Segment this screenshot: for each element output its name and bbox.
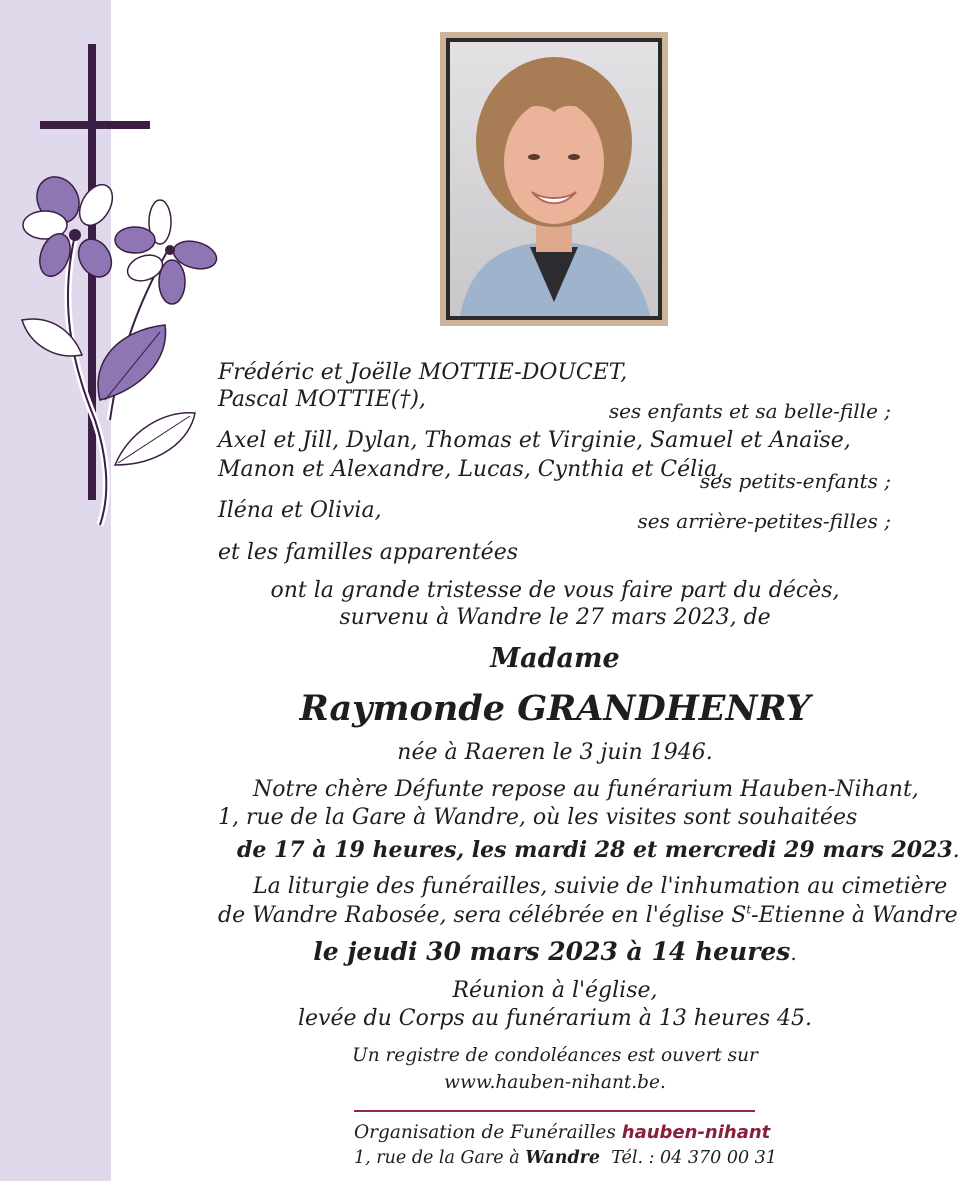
cross-horizontal-bar (40, 121, 150, 129)
portrait-photo (450, 42, 658, 316)
relation-children: ses enfants et sa belle-fille ; (608, 399, 891, 423)
family-line-5: Iléna et Olivia, (218, 498, 382, 523)
funeral-line-2-before: de Wandre Rabosée, sera célébrée en l'église S (218, 903, 747, 928)
relation-great-grandchildren: ses arrière-petites-filles ; (637, 509, 891, 533)
funeral-date (200, 936, 910, 969)
visit-times-text: de 17 à 19 heures, les mardi 28 et mercredi 29 mars 2023 (237, 837, 953, 863)
flower-right (115, 200, 220, 304)
visit-line-1: Notre chère Défunte repose au funérarium Hauben-Nihant, (253, 777, 919, 802)
portrait-frame (440, 32, 668, 326)
funeral-line-2-after: -Etienne à Wandre (751, 903, 958, 928)
funeral-line-1: La liturgie des funérailles, suivie de l'inhumation au cimetière (253, 874, 948, 899)
family-line-1: Frédéric et Joëlle MOTTIE-DOUCET, (218, 360, 628, 385)
funeral-date-text: le jeudi 30 mars 2023 à 14 heures (313, 937, 791, 966)
relation-grandchildren: ses petits-enfants ; (699, 469, 891, 493)
condolences-website[interactable]: www.hauben-nihant.be. (444, 1072, 666, 1093)
visit-line-2: 1, rue de la Gare à Wandre, où les visites sont souhaitées (218, 805, 858, 830)
footer-phone: Tél. : 04 370 00 31 (611, 1148, 777, 1168)
funeral-line-2 (218, 902, 958, 930)
footer-divider (354, 1110, 755, 1112)
footer-address-prefix: 1, rue de la Gare à (354, 1148, 520, 1168)
family-line-2: Pascal MOTTIE(†), (218, 387, 426, 412)
funeral-line-2-sup: t (746, 902, 752, 917)
family-line-6: et les familles apparentées (218, 540, 518, 565)
family-line-3: Axel et Jill, Dylan, Thomas et Virginie, Samuel et Anaïse, (218, 428, 851, 453)
meeting-line-1: Réunion à l'église, (452, 978, 658, 1003)
condolences-line-1: Un registre de condoléances est ouvert sur (352, 1045, 758, 1066)
footer-address (354, 1144, 777, 1172)
footer-org-label: Organisation de Funérailles (354, 1122, 616, 1143)
visit-times (237, 836, 960, 865)
announcement-line-2: survenu à Wandre le 27 mars 2023, de (339, 605, 771, 630)
deceased-name: Raymonde GRANDHENRY (299, 688, 811, 729)
funeral-date-end: . (790, 941, 797, 965)
family-line-4: Manon et Alexandre, Lucas, Cynthia et Célia, (218, 457, 725, 482)
brand-logo: hauben-nihant (621, 1122, 771, 1143)
meeting-line-2: levée du Corps au funérarium à 13 heures 45. (298, 1006, 812, 1031)
footer-city: Wandre (525, 1148, 601, 1168)
birth-info: née à Raeren le 3 juin 1946. (397, 740, 713, 765)
cross-and-flowers-decoration (0, 30, 230, 540)
announcement-line-1: ont la grande tristesse de vous faire part du décès, (270, 578, 840, 603)
footer-organisation (354, 1119, 771, 1147)
honorific: Madame (490, 643, 620, 674)
visit-times-end: . (952, 838, 960, 863)
